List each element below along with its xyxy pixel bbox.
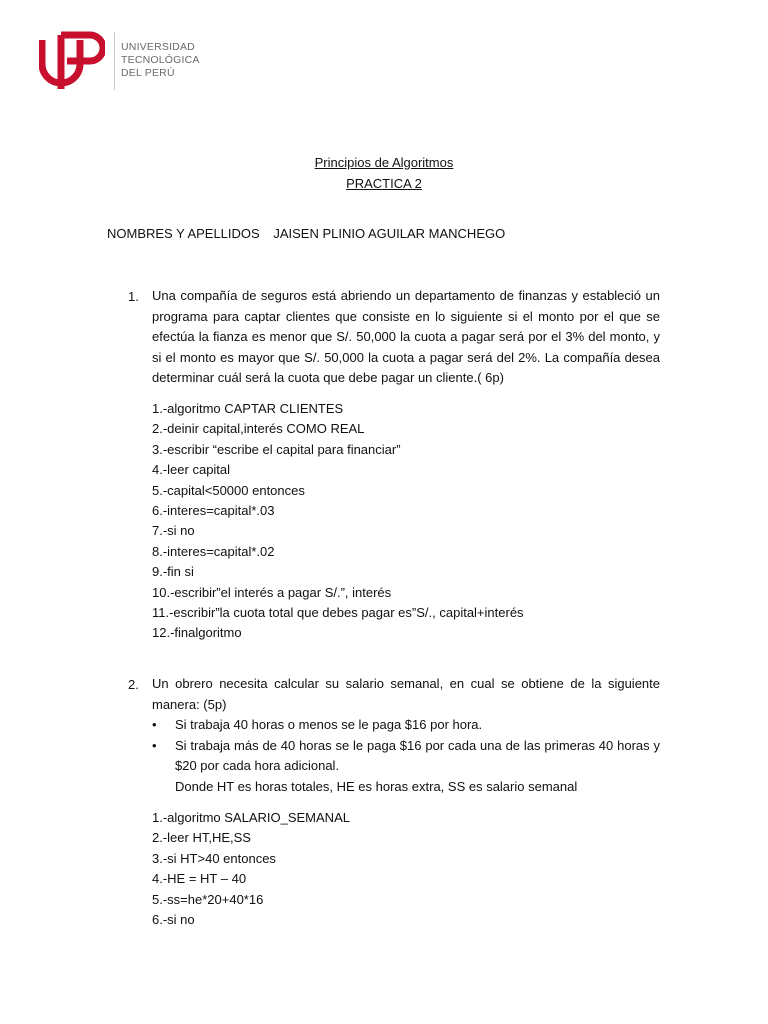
bullet-icon: •	[152, 717, 157, 732]
student-label: NOMBRES Y APELLIDOS	[107, 226, 260, 241]
condition-text: Si trabaja más de 40 horas se le paga $16 por cada una de las primeras 40 horas y $20 por cada hora adicional.	[175, 737, 660, 773]
q1-step-1: 1.-algoritmo CAPTAR CLIENTES	[152, 401, 344, 416]
logo-wordmark	[121, 41, 200, 80]
utp-logo	[39, 30, 239, 94]
practice-title: PRACTICA 2	[346, 176, 422, 191]
question-2-steps	[152, 808, 350, 930]
q1-step-9: 9.-fin si	[152, 564, 194, 580]
question-1-text: Una compañía de seguros está abriendo un departamento de finanzas y estableció un programa para captar clientes que consiste en lo siguiente si el monto por el que se efectúa la fianza es menor que S/. 50,000 la cuota a pagar será por el 3% del monto, y si el monto es mayor que S/. 50,000 la cuota a pagar será del 2%. La compañía desea determinar cuál será la cuota que debe pagar un cliente.( 6p)	[152, 288, 660, 385]
q2-step-2: 2.-leer HT,HE,SS	[152, 830, 251, 846]
logo-line-1: UNIVERSIDAD	[121, 41, 195, 53]
logo-divider	[114, 32, 115, 90]
student-name: JAISEN PLINIO AGUILAR MANCHEGO	[273, 226, 506, 241]
q1-step-11: 11.-escribir”la cuota total que debes pagar es”S/., capital+interés	[152, 604, 524, 620]
bullet-icon: •	[152, 737, 157, 753]
q1-step-6: 6.-interes=capital*.03	[152, 502, 275, 518]
q2-step-3: 3.-si HT>40 entonces	[152, 850, 276, 866]
q1-step-2: 2.-deinir capital,interés COMO REAL	[152, 421, 365, 437]
q1-step-12: 12.-finalgoritmo	[152, 625, 242, 641]
utp-logo-mark	[39, 30, 105, 92]
q1-step-4: 4.-leer capital	[152, 462, 231, 478]
condition-text: Si trabaja 40 horas o menos se le paga $16 por hora.	[175, 717, 483, 732]
question-2-number: 2.	[128, 677, 139, 692]
q2-step-5: 5.-ss=he*20+40*16	[152, 891, 264, 907]
logo-line-2: TECNOLÓGICA	[121, 54, 200, 66]
q1-step-8: 8.-interes=capital*.02	[152, 543, 275, 559]
question-2-text: Un obrero necesita calcular su salario semanal, en cual se obtiene de la siguiente manera: (5p)	[152, 676, 660, 712]
q1-step-5: 5.-capital<50000 entonces	[152, 482, 305, 498]
logo-line-3: DEL PERÚ	[121, 67, 175, 79]
course-title: Principios de Algoritmos	[314, 155, 454, 170]
question-1-steps	[152, 399, 524, 644]
condition-item	[152, 715, 660, 736]
q2-step-1: 1.-algoritmo SALARIO_SEMANAL	[152, 810, 350, 825]
student-line	[107, 226, 505, 241]
q1-step-7: 7.-si no	[152, 523, 195, 539]
question-1-number: 1.	[128, 289, 139, 304]
q1-step-3: 3.-escribir “escribe el capital para financiar”	[152, 441, 401, 457]
q2-step-4: 4.-HE = HT – 40	[152, 871, 247, 887]
condition-item	[152, 736, 660, 777]
question-2-conditions	[152, 715, 660, 797]
variable-note: Donde HT es horas totales, HE es horas extra, SS es salario semanal	[175, 778, 578, 794]
q1-step-10: 10.-escribir”el interés a pagar S/.”, interés	[152, 584, 392, 600]
q2-step-6: 6.-si no	[152, 911, 195, 927]
